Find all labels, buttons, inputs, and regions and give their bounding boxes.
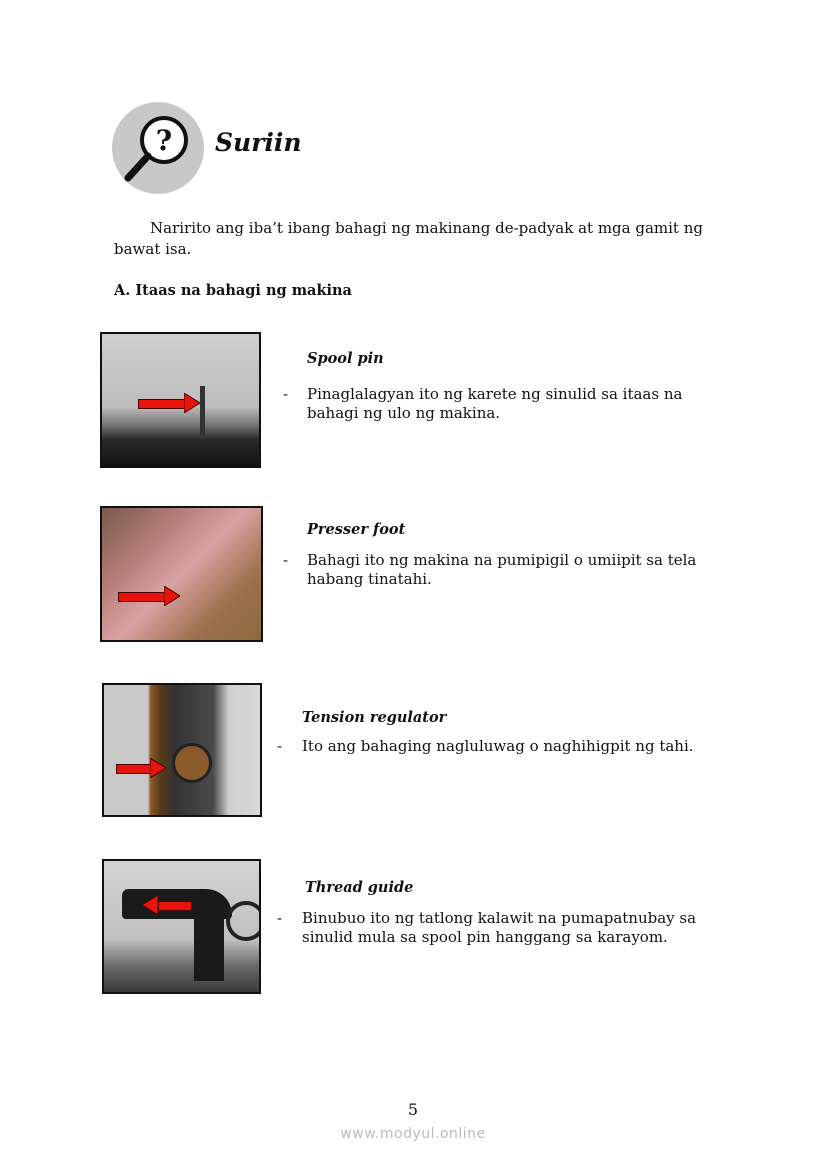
- item-title: Tension regulator: [302, 709, 447, 726]
- presser-foot-image: [100, 506, 263, 642]
- item-description: [302, 909, 702, 947]
- bullet-dash: -: [283, 551, 289, 569]
- description-line: Bahagi ito ng makina na pumipigil o umiipit sa tela: [307, 551, 697, 569]
- item-title: Spool pin: [307, 350, 384, 367]
- section-heading: A. Itaas na bahagi ng makina: [114, 282, 352, 299]
- page-number: 5: [407, 1100, 419, 1119]
- description-line: bahagi ng ulo ng makina.: [307, 404, 501, 422]
- description-line: Pinaglalagyan ito ng karete ng sinulid sa itaas na: [307, 385, 683, 403]
- item-description: [302, 737, 702, 756]
- item-description: [307, 551, 707, 589]
- arrow-right-icon: [116, 761, 166, 775]
- bullet-dash: -: [283, 385, 289, 403]
- suriin-icon: [112, 102, 204, 194]
- tension-regulator-image: [102, 683, 262, 817]
- description-line: habang tinatahi.: [307, 570, 432, 588]
- arrow-left-icon: [142, 898, 190, 912]
- arrow-right-icon: [118, 589, 180, 603]
- description-line: Ito ang bahaging nagluluwag o naghihigpit ng tahi.: [302, 737, 694, 755]
- magnifier-question-icon: [112, 102, 204, 194]
- item-title: Presser foot: [307, 521, 406, 538]
- spool-pin-image: [100, 332, 261, 468]
- bullet-dash: -: [277, 737, 283, 755]
- item-description: [307, 385, 707, 423]
- intro-line-2: bawat isa.: [114, 240, 192, 258]
- description-line: Binubuo ito ng tatlong kalawit na pumapatnubay sa: [302, 909, 697, 927]
- bullet-dash: -: [277, 909, 283, 927]
- intro-line-1: Naririto ang iba’t ibang bahagi ng makinang de-padyak at mga gamit ng: [150, 219, 703, 237]
- watermark: www.modyul.online: [340, 1126, 486, 1142]
- thread-guide-image: [102, 859, 261, 994]
- arrow-right-icon: [138, 396, 200, 410]
- section-title: Suriin: [215, 128, 302, 157]
- item-title: Thread guide: [305, 879, 414, 896]
- description-line: sinulid mula sa spool pin hanggang sa karayom.: [302, 928, 668, 946]
- svg-text:?: ?: [155, 124, 173, 157]
